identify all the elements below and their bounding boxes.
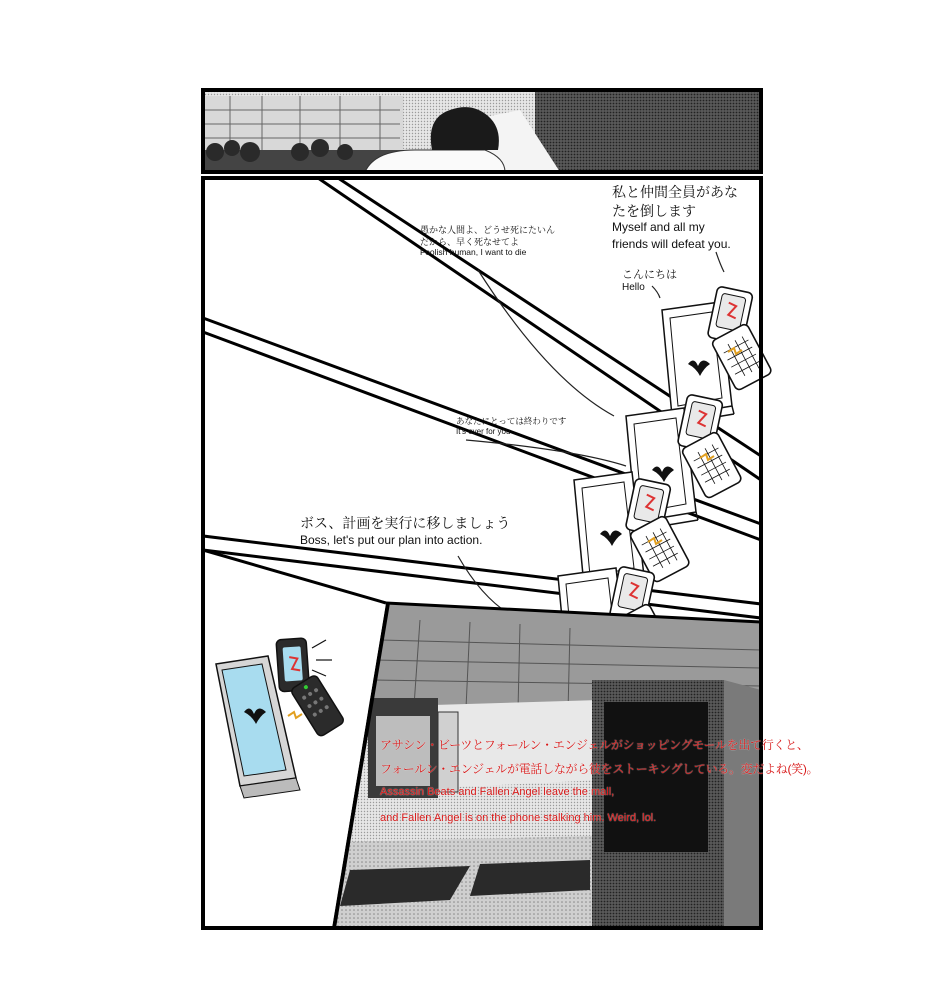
narration-jp-1: アサシン・ビーツとフォールン・エンジェルがショッピングモールを出て行くと、 (380, 738, 809, 752)
speech-boss-jp: ボス、計画を実行に移しましょう (300, 515, 511, 531)
speech-foolish-en: Foolish human, I want to die (420, 247, 527, 257)
speech-friends-jp: 私と仲間全員があな (612, 184, 738, 200)
narration-en-1: Assassin Beats and Fallen Angel leave the mall, (380, 786, 615, 798)
narration-jp-2: フォールン・エンジェルが電話しながら彼をストーキングしている。変だよね(笑)。 (380, 762, 819, 776)
speech-friends-en-1: Myself and all my (612, 220, 705, 234)
speech-over-en: It's over for you (456, 427, 511, 436)
speech-boss-en: Boss, let's put our plan into action. (300, 533, 483, 547)
speech-friends-jp-2: たを倒します (612, 203, 696, 219)
speech-hello-en: Hello (622, 282, 645, 293)
narration-en-2: and Fallen Angel is on the phone stalking him. Weird, lol. (380, 812, 657, 824)
panel-top-strip (203, 90, 761, 172)
speech-friends-en-2: friends will defeat you. (612, 237, 731, 251)
speech-hello-jp: こんにちは (622, 269, 677, 281)
speech-foolish-jp-1: 愚かな人間よ、どうせ死にたいん (420, 225, 556, 235)
speech-foolish-jp-2: だから、早く死なせてよ (420, 237, 520, 247)
speech-over-jp: あなたにとっては終わりです (456, 416, 567, 426)
